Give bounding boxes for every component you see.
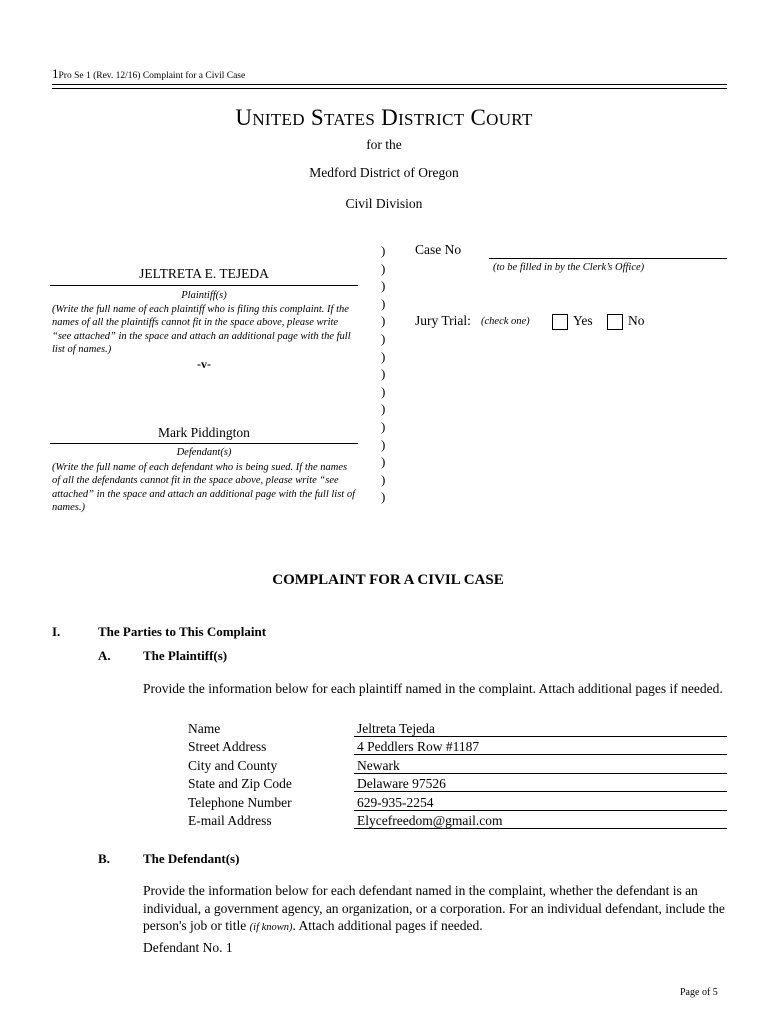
section-i-number: I. — [52, 624, 61, 639]
jury-trial-label: Jury Trial: — [415, 313, 471, 328]
plaintiff-state-zip-field[interactable]: Delaware 97526 — [357, 776, 446, 791]
jury-yes-checkbox[interactable] — [552, 314, 568, 330]
plaintiff-phone-field[interactable]: 629-935-2254 — [357, 795, 434, 810]
header-rule-bottom — [52, 88, 727, 89]
case-no-note: (to be filled in by the Clerk’s Office) — [493, 262, 645, 273]
plaintiff-name: JELTRETA E. TEJEDA — [139, 266, 269, 281]
field-label-email: E-mail Address — [188, 813, 272, 828]
versus-label: -v- — [197, 357, 211, 371]
field-label-state-zip: State and Zip Code — [188, 776, 292, 791]
defendant-name-line — [50, 443, 358, 444]
field-underline — [354, 773, 727, 774]
form-number: 1 — [52, 66, 59, 81]
case-no-label: Case No — [415, 242, 462, 257]
plaintiff-email-field[interactable]: Elycefreedom@gmail.com — [357, 813, 503, 828]
field-underline — [354, 736, 727, 737]
defendant-info-instructions: Provide the information below for each defendant named in the complaint, whether the defendant is an individual, a government agency, an organization, or a corporation. For an individual defendant, include the person's job or title (if known). Attach additional pages if needed. — [143, 883, 725, 933]
district-name: Medford District of Oregon — [309, 165, 459, 180]
field-underline — [354, 828, 727, 829]
field-underline — [354, 791, 727, 792]
complaint-title: COMPLAINT FOR A CIVIL CASE — [272, 572, 504, 588]
field-label-street: Street Address — [188, 739, 267, 754]
jury-check-one-note: (check one) — [481, 316, 530, 327]
section-i-title: The Parties to This Complaint — [98, 624, 267, 639]
jury-yes-label: Yes — [573, 313, 593, 328]
jury-no-checkbox[interactable] — [607, 314, 623, 330]
field-label-phone: Telephone Number — [188, 795, 292, 810]
plaintiff-street-field[interactable]: 4 Peddlers Row #1187 — [357, 739, 480, 754]
jury-no-label: No — [628, 313, 645, 328]
division-name: Civil Division — [345, 196, 423, 211]
plaintiff-city-field[interactable]: Newark — [357, 758, 400, 773]
plaintiff-info-instructions: Provide the information below for each plaintiff named in the complaint. Attach additional pages if needed. — [143, 681, 723, 696]
plaintiff-name-field[interactable]: Jeltreta Tejeda — [357, 721, 435, 736]
defendant-role-label: Defendant(s) — [176, 447, 232, 458]
plaintiff-instructions: (Write the full name of each plaintiff who is filing this complaint. If the names of all the plaintiffs cannot fit in the space above, please write “see attached” in the space and attach an additional page with the full list of names.) — [52, 304, 351, 355]
for-the-text: for the — [366, 137, 402, 152]
caption-divider: ) ) ) ) ) ) ) ) ) ) ) ) ) ) ) — [381, 243, 386, 505]
form-header — [52, 66, 245, 82]
section-a-letter: A. — [98, 648, 111, 663]
field-label-city: City and County — [188, 758, 278, 773]
plaintiff-name-line — [50, 285, 358, 286]
form-title: Pro Se 1 (Rev. 12/16) Complaint for a Civil Case — [58, 71, 246, 81]
case-no-field[interactable] — [489, 258, 727, 259]
field-underline — [354, 754, 727, 755]
field-underline — [354, 810, 727, 811]
court-title: UNITED STATES DISTRICT COURT — [235, 105, 533, 130]
field-label-name: Name — [188, 721, 221, 736]
section-a-title: The Plaintiff(s) — [143, 648, 228, 663]
defendant-name: Mark Piddington — [158, 425, 250, 440]
section-b-letter: B. — [98, 851, 110, 866]
header-rule-top — [52, 84, 727, 85]
defendant-instructions: (Write the full name of each defendant who is being sued. If the names of all the defendants cannot fit in the space above, please write “see attached” in the space and attach an additional page with the full list of names.) — [52, 462, 356, 513]
defendant-no-heading: Defendant No. 1 — [143, 940, 233, 953]
page-number: Page of 5 — [680, 987, 718, 998]
plaintiff-role-label: Plaintiff(s) — [181, 290, 227, 301]
section-b-title: The Defendant(s) — [143, 851, 240, 866]
